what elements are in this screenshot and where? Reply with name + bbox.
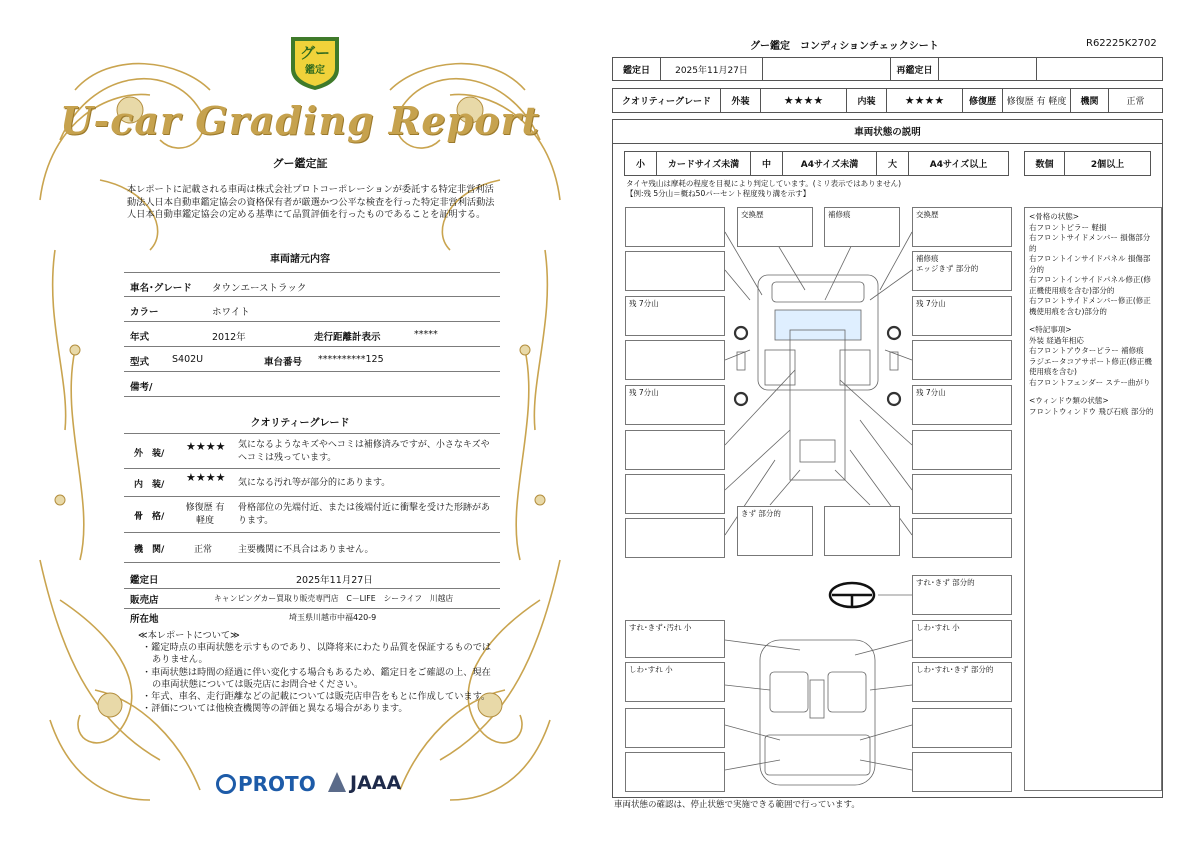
diagram-box-tire-rl: 残 7分山 bbox=[625, 385, 725, 425]
interior-label: 内装 bbox=[847, 89, 887, 112]
quality-row-engine bbox=[124, 533, 500, 563]
spec-model-value: S402U bbox=[172, 354, 204, 365]
repair-label: 修復歴 bbox=[963, 89, 1003, 112]
diagram-box bbox=[912, 474, 1012, 514]
diagram-box-exchange: 交換歴 bbox=[737, 207, 813, 247]
proto-logo-text: PROTO bbox=[238, 772, 316, 796]
quality-exterior-desc: 気になるようなキズやヘコミは補修済みですが、小さなキズやヘコミは残っています。 bbox=[238, 440, 490, 463]
special-item: 右フロントフェンダー ステー曲がり bbox=[1029, 377, 1151, 387]
spec-year-label: 年式 bbox=[130, 332, 150, 343]
spec-name-value: タウンエーストラック bbox=[212, 283, 307, 294]
size-large: 大 bbox=[877, 152, 909, 175]
diagram-box-tire-rr: 残 7分山 bbox=[912, 385, 1012, 425]
diagram-box-seat-fr: しわ･すれ 小 bbox=[912, 620, 1012, 658]
quality-engine-grade: 正常 bbox=[194, 545, 213, 555]
cert-date-row bbox=[124, 567, 500, 589]
quality-frame-label: 骨 格/ bbox=[134, 512, 165, 522]
condition-notes bbox=[1024, 207, 1162, 791]
jaaa-logo-text: JAAA bbox=[350, 772, 402, 794]
note-item: ・年式、車名、走行距離などの記載については販売店申告をもとに作成しています。 bbox=[142, 691, 491, 703]
repair-value: 修復歴 有 軽度 bbox=[1003, 89, 1071, 112]
spec-chassis-label: 車台番号 bbox=[264, 357, 303, 368]
spec-mileage-value: ***** bbox=[414, 329, 438, 340]
engine-label: 機関 bbox=[1071, 89, 1109, 112]
diagram-box-repair-scratch: 補修痕 エッジきず 部分的 bbox=[912, 251, 1012, 291]
spec-chassis-value: **********125 bbox=[318, 354, 384, 365]
redate-label: 再鑑定日 bbox=[891, 58, 939, 80]
quality-frame-desc: 骨格部位の先端付近、または後端付近に衝撃を受けた形跡があります。 bbox=[238, 503, 491, 526]
diagram-box bbox=[912, 708, 1012, 748]
frame-item: 右フロントインサイドパネル 損傷部分的 bbox=[1029, 254, 1151, 274]
spec-name-label: 車名･グレード bbox=[130, 283, 192, 294]
frame-item: 右フロントインサイドパネル修正(修正機使用痕を含む)部分的 bbox=[1029, 275, 1151, 295]
cert-date-label: 鑑定日 bbox=[130, 575, 159, 586]
note-item: ・鑑定時点の車両状態を示すものであり、以降将来にわたり品質を保証するものではありません。 bbox=[142, 642, 492, 666]
quality-interior-label: 内 装/ bbox=[134, 480, 165, 490]
notes-title: ≪本レポートについて≫ bbox=[138, 630, 240, 641]
date-label: 鑑定日 bbox=[613, 58, 661, 80]
cert-address-row bbox=[124, 609, 500, 627]
diagram-box-steering: すれ･きず 部分的 bbox=[912, 575, 1012, 615]
quality-row-exterior bbox=[124, 433, 500, 469]
size-mid: 中 bbox=[751, 152, 783, 175]
frame-item: 右フロントサイドメンバー 損傷部分的 bbox=[1029, 233, 1151, 253]
exterior-stars: ★★★★ bbox=[761, 89, 847, 112]
special-item: 外装 経過年相応 bbox=[1029, 335, 1084, 345]
quality-engine-label: 機 関/ bbox=[134, 545, 165, 555]
cert-date-value: 2025年11月27日 bbox=[296, 575, 373, 586]
quality-exterior-stars: ★★★★ bbox=[186, 440, 226, 453]
proto-logo bbox=[216, 772, 316, 800]
diagram-box-exchange-right: 交換歴 bbox=[912, 207, 1012, 247]
spec-remarks-label: 備考/ bbox=[130, 382, 153, 393]
diagram-box bbox=[912, 430, 1012, 470]
frame-heading: <骨格の状態> bbox=[1029, 212, 1080, 221]
diagram-box-repair-trace: 補修痕 bbox=[824, 207, 900, 247]
quality-interior-desc: 気になる汚れ等が部分的にあります。 bbox=[238, 478, 391, 488]
diagram-box-seat-rr: しわ･すれ･きず 部分的 bbox=[912, 662, 1012, 702]
spec-row-remarks bbox=[124, 372, 500, 397]
count-desc: 2個以上 bbox=[1090, 160, 1125, 170]
report-title: U-car Grading Report bbox=[59, 98, 541, 143]
quality-interior-stars: ★★★★ bbox=[186, 471, 226, 484]
cert-address-value: 埼玉県川越市中福420-9 bbox=[289, 613, 377, 622]
spacer bbox=[1029, 388, 1157, 396]
spacer bbox=[1029, 317, 1157, 325]
svg-text:鑑定: 鑑定 bbox=[305, 65, 325, 76]
cert-shop-label: 販売店 bbox=[130, 595, 159, 606]
special-item: ラジエータコアサポート修正(修正機使用痕を含む) bbox=[1029, 356, 1152, 376]
diagram-box bbox=[912, 752, 1012, 792]
spec-row-color bbox=[124, 297, 500, 322]
report-notes bbox=[138, 630, 498, 715]
size-small: 小 bbox=[625, 152, 657, 175]
diagram-box bbox=[625, 251, 725, 291]
diagram-box bbox=[625, 207, 725, 247]
cert-shop-row bbox=[124, 589, 500, 609]
special-item: 右フロントアウターピラー 補修痕 bbox=[1029, 346, 1144, 355]
size-mid-desc: A4サイズ未満 bbox=[783, 152, 877, 175]
spec-year-value: 2012年 bbox=[212, 332, 246, 343]
diagram-box bbox=[625, 474, 725, 514]
spec-row-year bbox=[124, 322, 500, 347]
diagram-box bbox=[912, 518, 1012, 558]
cert-address-label: 所在地 bbox=[130, 614, 159, 625]
quality-frame-grade: 修復歴 有 軽度 bbox=[185, 503, 225, 526]
sheet-code: R62225K2702 bbox=[1086, 38, 1157, 49]
grade-label: クオリティーグレード bbox=[613, 89, 721, 112]
certificate-title: グー鑑定証 bbox=[272, 157, 328, 170]
condition-title: 車両状態の説明 bbox=[612, 119, 1163, 144]
special-heading: <特記事項> bbox=[1029, 325, 1072, 334]
window-item: フロントウィンドウ 飛び石痕 部分的 bbox=[1029, 406, 1154, 416]
note-item: ・評価については他検査機関等の評価と異なる場合があります。 bbox=[142, 703, 408, 715]
diagram-box bbox=[625, 430, 725, 470]
tire-note-example: 【例:残 5分山＝概ね50パーセント程度残り溝を示す】 bbox=[626, 189, 811, 198]
quality-section-title: クオリティーグレード bbox=[250, 418, 350, 429]
tire-note: タイヤ残山は摩耗の程度を目視により判定しています。(ミリ表示ではありません) bbox=[626, 179, 902, 188]
jaaa-logo bbox=[328, 772, 401, 800]
spec-row-model bbox=[124, 347, 500, 372]
diagram-box bbox=[625, 518, 725, 558]
spec-model-label: 型式 bbox=[130, 357, 150, 368]
sheet-footer: 車両状態の確認は、停止状態で実施できる範囲で行っています。 bbox=[614, 800, 860, 810]
diagram-box-seat-rl: しわ･すれ 小 bbox=[625, 662, 725, 702]
spec-color-value: ホワイト bbox=[212, 307, 250, 318]
quality-exterior-label: 外 装/ bbox=[134, 449, 165, 459]
spec-section-title: 車両諸元内容 bbox=[270, 254, 330, 265]
diagram-box bbox=[912, 340, 1012, 380]
frame-item: 右フロントピラー 軽損 bbox=[1029, 222, 1107, 232]
spec-row-name bbox=[124, 272, 500, 297]
quality-engine-desc: 主要機関に不具合はありません。 bbox=[238, 545, 374, 555]
diagram-box bbox=[625, 752, 725, 792]
steering-wheel-icon bbox=[830, 583, 874, 607]
quality-row-interior bbox=[124, 469, 500, 497]
certificate-statement: 本レポートに記載される車両は株式会社プロトコーポレーションが委託する特定非営利活動法人日本自動車鑑定協会の資格保有者が厳選かつ公平な検査を行った特定非営利活動法人日本自動車鑑定協会の定める基準にて品質評価を行ったものであることを証明する。 bbox=[127, 184, 495, 220]
goo-kantei-badge bbox=[287, 33, 343, 91]
size-large-desc: A4サイズ以上 bbox=[929, 160, 988, 170]
window-heading: <ウィンドウ類の状態> bbox=[1029, 396, 1109, 405]
diagram-box bbox=[824, 506, 900, 556]
interior-stars: ★★★★ bbox=[887, 89, 963, 112]
date-value: 2025年11月27日 bbox=[661, 58, 763, 80]
diagram-box bbox=[625, 708, 725, 748]
size-small-desc: カードサイズ未満 bbox=[657, 152, 751, 175]
exterior-label: 外装 bbox=[721, 89, 761, 112]
note-item: ・車両状態は時間の経過に伴い変化する場合もあるため、鑑定日をご確認の上、現在の車両状態については販売店にお問合せください。 bbox=[142, 666, 491, 690]
cert-shop-value: キャンピングカー買取り販売専門店 C－LIFE シーライフ 川越店 bbox=[214, 594, 454, 603]
frame-item: 右フロントサイドメンバー修正(修正機使用痕を含む)部分的 bbox=[1029, 296, 1151, 316]
jaaa-logo-mark bbox=[328, 772, 346, 792]
diagram-box-seat-fl: すれ･きず･汚れ 小 bbox=[625, 620, 725, 658]
diagram-box-scratch: きず 部分的 bbox=[737, 506, 813, 556]
spec-color-label: カラー bbox=[130, 307, 159, 318]
engine-value: 正常 bbox=[1126, 97, 1145, 107]
condition-check-sheet bbox=[600, 0, 1200, 848]
diagram-box-tire-fl: 残 7分山 bbox=[625, 296, 725, 336]
quality-row-frame bbox=[124, 497, 500, 533]
diagram-box bbox=[625, 340, 725, 380]
count-label: 数個 bbox=[1025, 152, 1065, 175]
sheet-title: グー鑑定 コンディションチェックシート bbox=[750, 41, 939, 52]
svg-text:グー: グー bbox=[299, 44, 331, 62]
proto-logo-mark bbox=[216, 774, 236, 794]
spec-mileage-label: 走行距離計表示 bbox=[314, 332, 381, 343]
diagram-box-tire-fr: 残 7分山 bbox=[912, 296, 1012, 336]
